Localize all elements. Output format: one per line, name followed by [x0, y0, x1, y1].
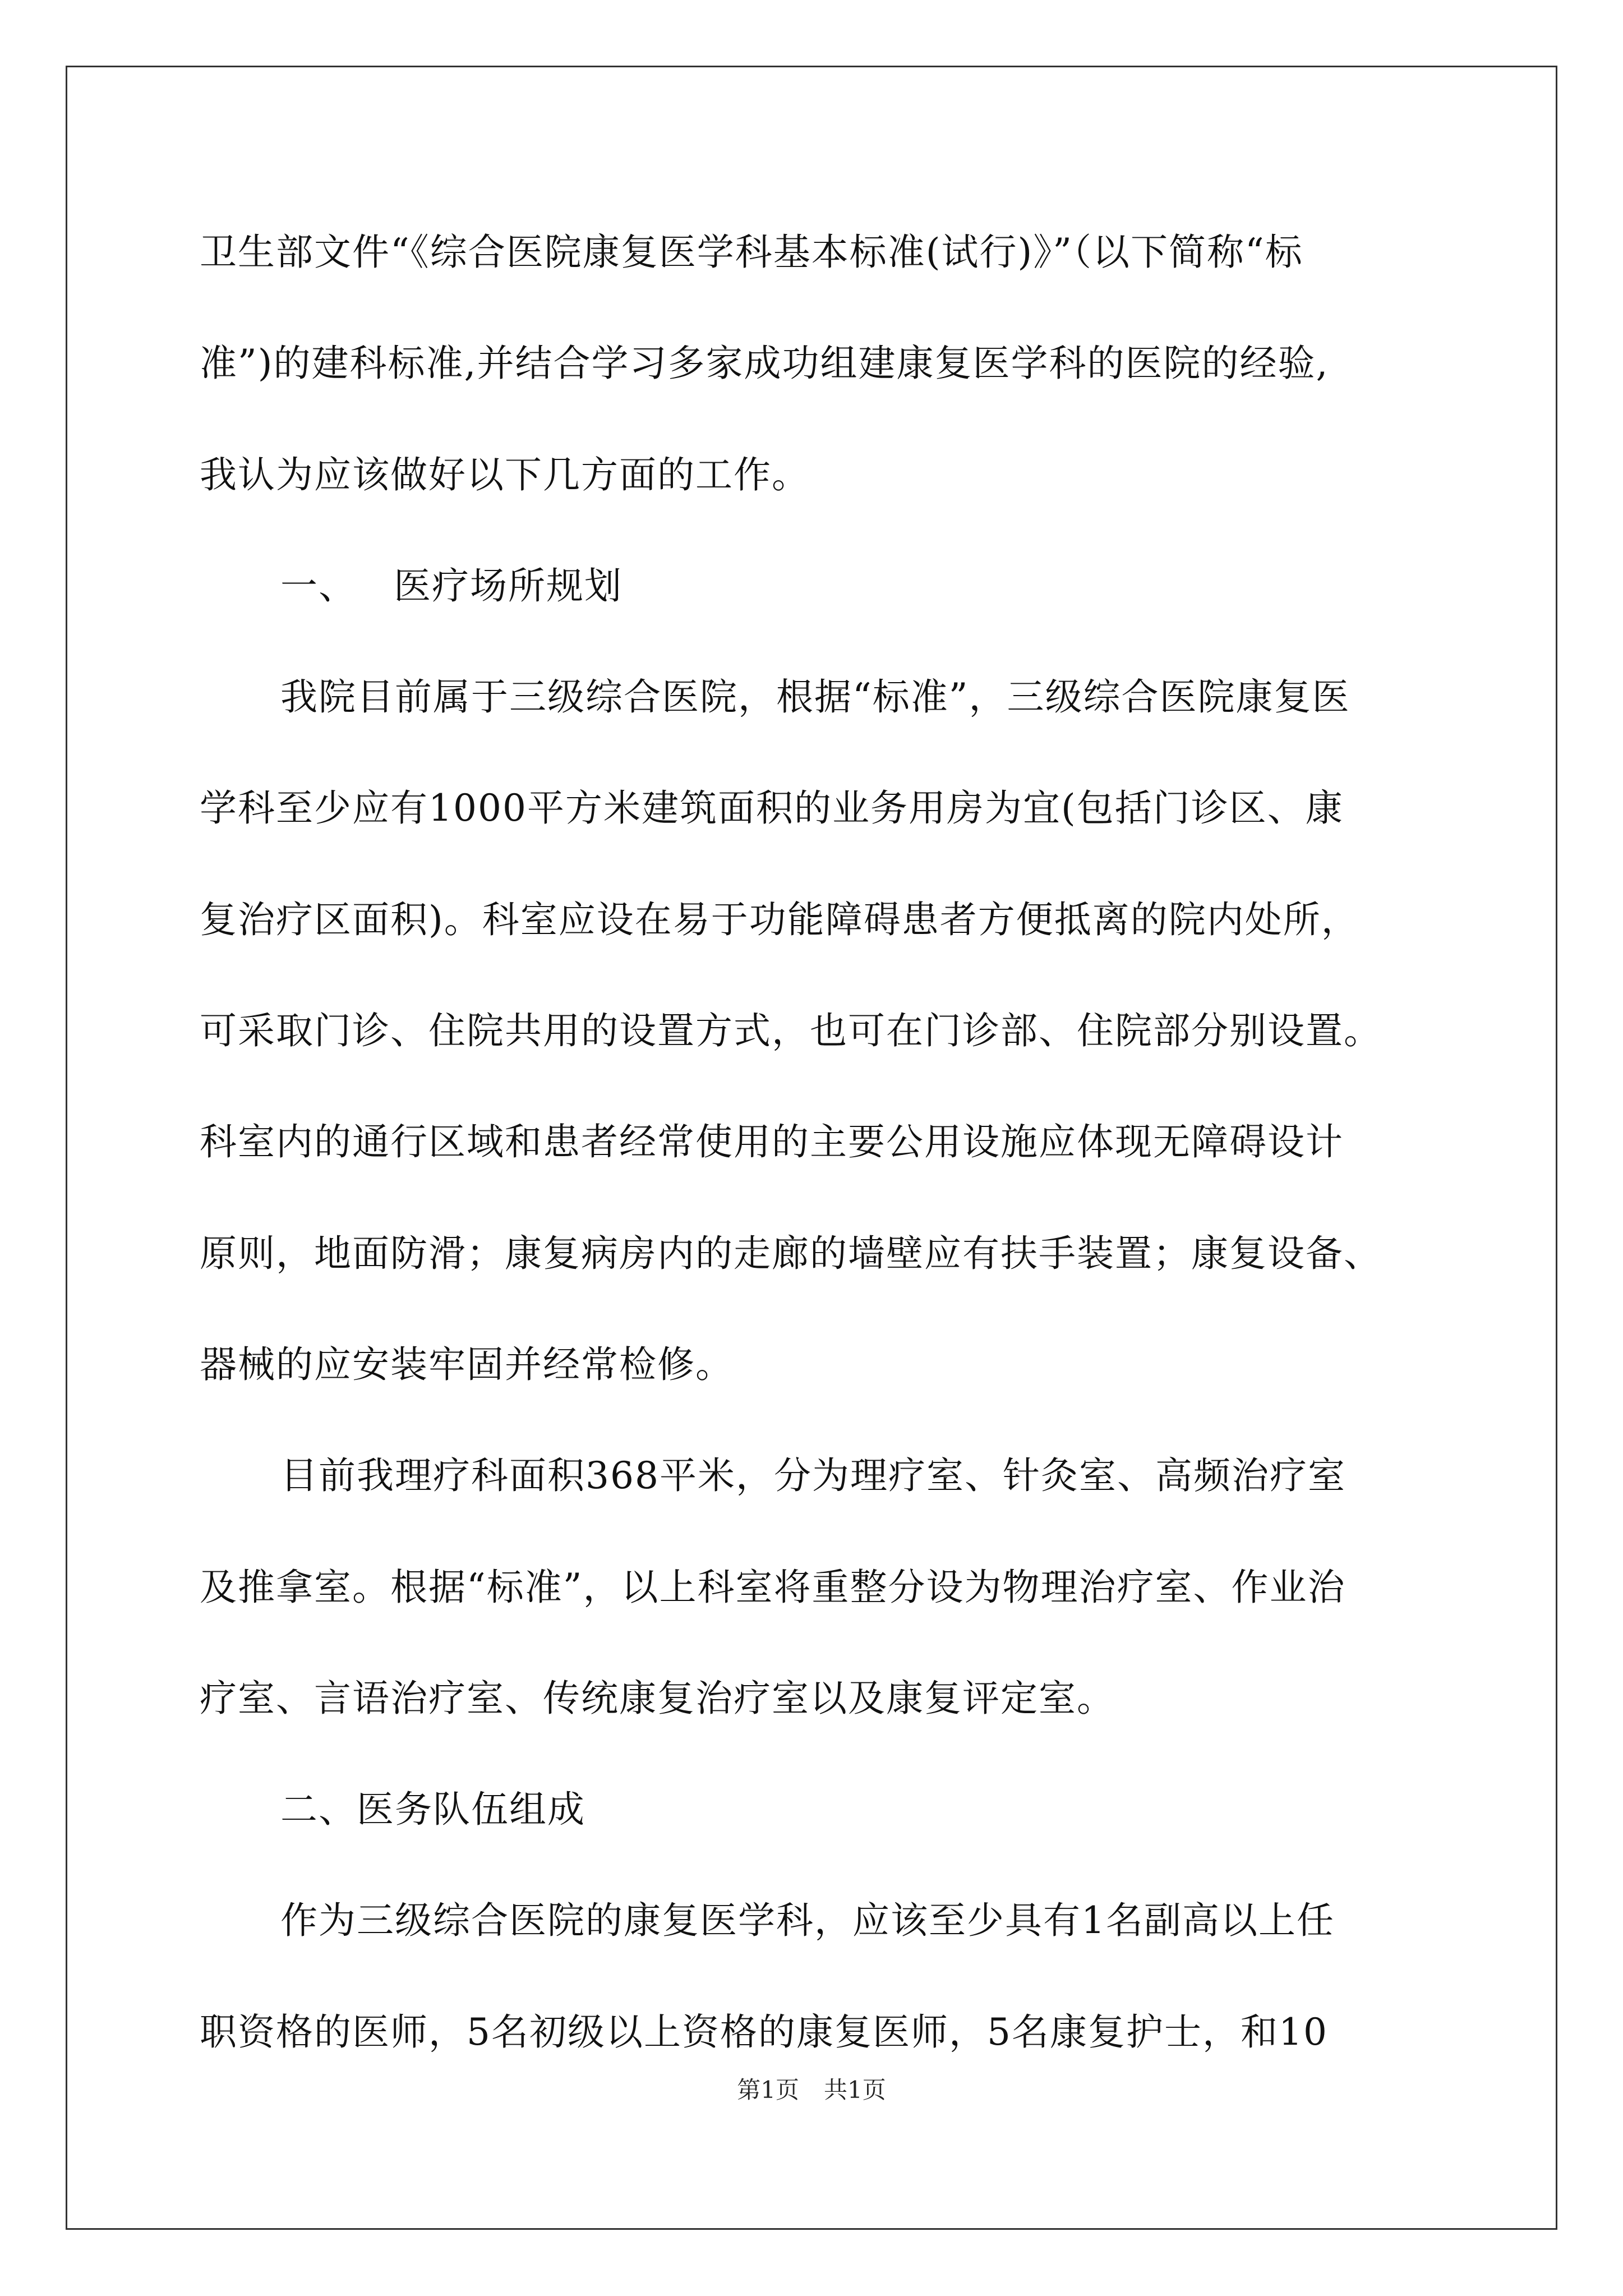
paragraph-line: 我认为应该做好以下几方面的工作。 [200, 453, 810, 496]
section-heading-1 [280, 564, 623, 609]
section-heading-number: 一、 [280, 564, 357, 608]
page-footer [0, 2076, 1623, 2105]
paragraph-line: 学科至少应有1000平方米建筑面积的业务用房为宜(包括门诊区、康 [200, 786, 1344, 830]
paragraph-line: 及推拿室。根据“标准”，以上科室将重整分设为物理治疗室、作业治 [200, 1566, 1346, 1609]
paragraph-line: 科室内的通行区域和患者经常使用的主要公用设施应体现无障碍设计 [200, 1120, 1344, 1163]
paragraph-line: 疗室、言语治疗室、传统康复治疗室以及康复评定室。 [200, 1677, 1115, 1720]
paragraph-line: 可采取门诊、住院共用的设置方式，也可在门诊部、住院部分别设置。 [200, 1009, 1382, 1052]
page-number: 第1页 [737, 2076, 799, 2104]
paragraph-line: 准”)的建科标准,并结合学习多家成功组建康复医学科的医院的经验, [200, 342, 1329, 385]
section-heading-2: 二、医务队伍组成 [280, 1788, 585, 1831]
paragraph-line: 目前我理疗科面积368平米，分为理疗室、针灸室、高频治疗室 [280, 1454, 1346, 1497]
paragraph-line: 原则，地面防滑；康复病房内的走廊的墙壁应有扶手装置；康复设备、 [200, 1232, 1382, 1275]
paragraph-line: 职资格的医师，5名初级以上资格的康复医师，5名康复护士，和10 [200, 2010, 1328, 2054]
paragraph-line: 我院目前属于三级综合医院，根据“标准”，三级综合医院康复医 [280, 675, 1350, 719]
page-total: 共1页 [824, 2076, 886, 2104]
section-heading-text: 医疗场所规划 [394, 564, 623, 608]
paragraph-line: 卫生部文件“《综合医院康复医学科基本标准(试行)》”（以下简称“标 [200, 231, 1303, 274]
paragraph-line: 作为三级综合医院的康复医学科，应该至少具有1名副高以上任 [280, 1899, 1335, 1942]
paragraph-line: 器械的应安装牢固并经常检修。 [200, 1343, 734, 1386]
paragraph-line: 复治疗区面积)。科室应设在易于功能障碍患者方便抵离的院内处所， [200, 898, 1359, 941]
